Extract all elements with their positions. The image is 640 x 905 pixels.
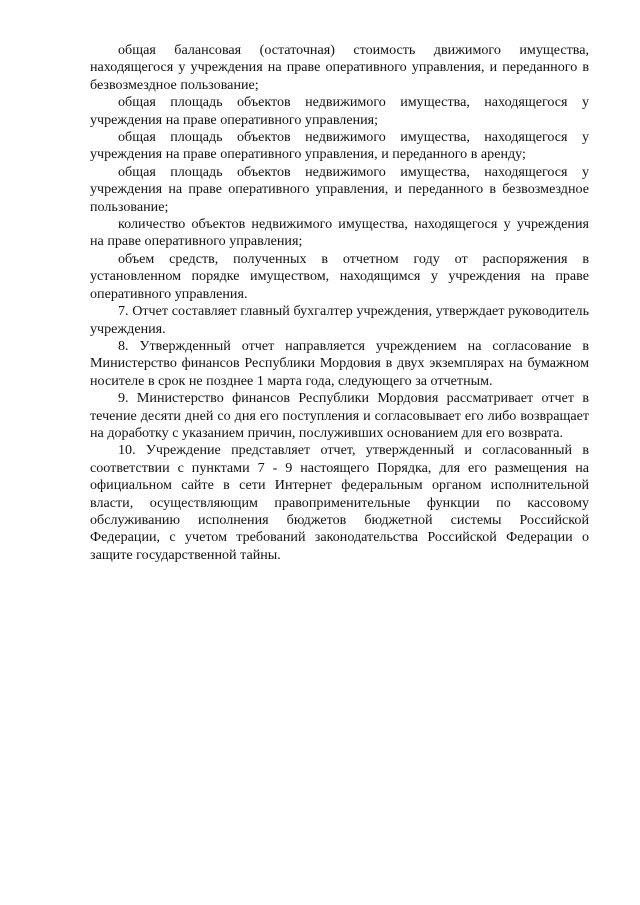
paragraph-real-estate-area-rent: общая площадь объектов недвижимого имущества, находящегося у учреждения на праве оперативного управления, и переданного в аренду; bbox=[90, 129, 589, 163]
document-body bbox=[90, 42, 589, 564]
paragraph-item-8: 8. Утвержденный отчет направляется учреждением на согласование в Министерство финансов Республики Мордовия в двух экземплярах на бумажном носителе в срок не позднее 1 марта года, следующего за отчетным. bbox=[90, 337, 589, 389]
paragraph-item-7: 7. Отчет составляет главный бухгалтер учреждения, утверждает руководитель учреждения. bbox=[90, 303, 589, 337]
paragraph-funds-volume: объем средств, полученных в отчетном году от распоряжения в установленном порядке имуществом, находящимся у учреждения на праве оперативного управления. bbox=[90, 250, 589, 302]
paragraph-real-estate-count: количество объектов недвижимого имущества, находящегося у учреждения на праве оперативного управления; bbox=[90, 216, 589, 250]
paragraph-item-9: 9. Министерство финансов Республики Мордовия рассматривает отчет в течение десяти дней со дня его поступления и согласовывает его либо возвращает на доработку с указанием причин, послуживших основанием для его возврата. bbox=[90, 390, 589, 441]
paragraph-real-estate-area: общая площадь объектов недвижимого имущества, находящегося у учреждения на праве оперативного управления; bbox=[90, 94, 589, 128]
paragraph-movable-property-value: общая балансовая (остаточная) стоимость движимого имущества, находящегося у учреждения на праве оперативного управления, и переданного в безвозмездное пользование; bbox=[90, 42, 589, 93]
paragraph-real-estate-area-free-use: общая площадь объектов недвижимого имущества, находящегося у учреждения на праве оперативного управления, и переданного в безвозмездное пользование; bbox=[90, 163, 589, 215]
paragraph-item-10: 10. Учреждение представляет отчет, утвержденный и согласованный в соответствии с пунктами 7 - 9 настоящего Порядка, для его размещения на официальном сайте в сети Интернет федеральным органом исполнительной власти, осуществляющим правоприменительные функции по кассовому обслуживанию исполнения бюджетов бюджетной системы Российской Федерации, с учетом требований законодательства Российской Федерации о защите государственной тайны. bbox=[90, 442, 589, 563]
